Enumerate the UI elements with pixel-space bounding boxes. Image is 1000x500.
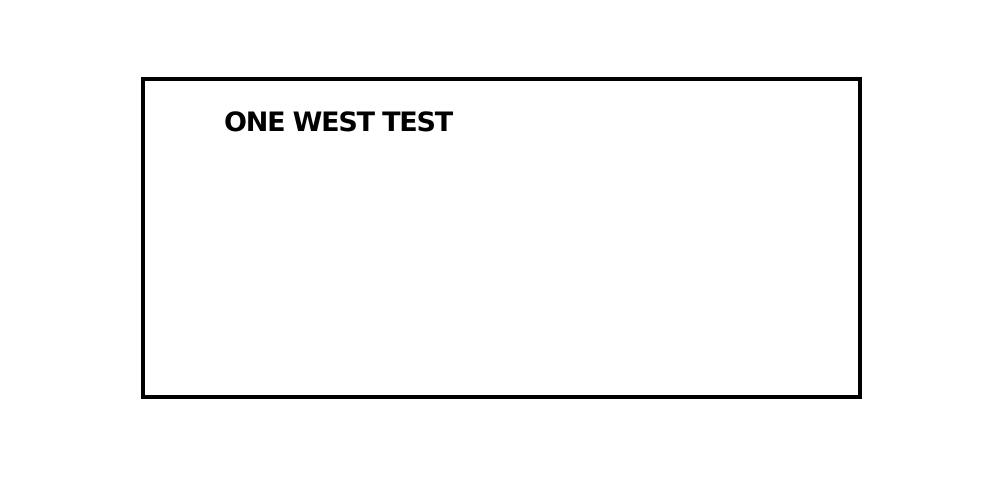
bordered-box — [141, 77, 862, 399]
box-title: ONE WEST TEST — [224, 107, 453, 138]
